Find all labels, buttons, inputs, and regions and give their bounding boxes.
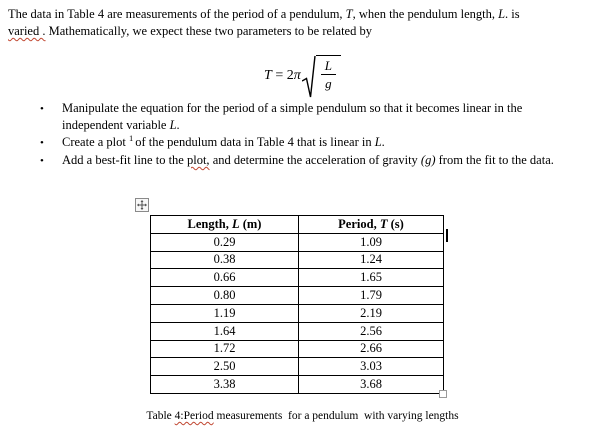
table-row [151,304,444,322]
fraction-denominator: g [325,76,332,91]
bullet-text [62,134,385,152]
variable-T: T [345,7,353,21]
equation-pi: π [293,68,301,83]
square-root [302,54,341,100]
bullet-item-1 [40,100,554,134]
table-header-cell-length: Length, L (m) [151,216,299,234]
bullet1-text: independent variable [62,118,170,132]
caption-text: Table [146,410,175,422]
table-cell-period: 1.24 [299,251,444,269]
table-cell-period: 1.79 [299,287,444,305]
table-cell-length: 1.19 [151,304,299,322]
bullet-marker: • [40,155,44,167]
table-row [151,233,444,251]
table-cell-length: 2.50 [151,358,299,376]
table-cell-period: 2.19 [299,304,444,322]
bullet-text [62,100,522,134]
table-row [151,358,444,376]
text-cursor [446,229,448,242]
caption-text: measurements for a pendulum with varying lengths [213,410,459,422]
misspelled-word: varied . [8,24,46,38]
intro-line-1 [8,6,520,23]
table-cell-length: 0.80 [151,287,299,305]
table-cell-period: 1.65 [299,269,444,287]
table-header-row [151,216,444,234]
variable-L: L [231,216,240,231]
variable-L: L [374,135,382,149]
footnote-marker: 1 [129,132,134,143]
pendulum-data-table [150,215,444,394]
intro-line-2 [8,23,520,40]
table-resize-handle[interactable] [439,390,447,398]
table-caption [0,410,605,422]
variable-g: (g) [420,153,436,167]
table-cell-length: 0.38 [151,251,299,269]
bullet-marker: • [40,137,44,149]
table-row [151,340,444,358]
radical-sign-icon [302,54,316,100]
table-header-cell-period: Period, T (s) [299,216,444,234]
table-cell-period: 2.56 [299,322,444,340]
bullet1-line2 [62,118,180,132]
bullet-item-2 [40,134,554,152]
table-cell-length: 0.29 [151,233,299,251]
variable-T: T [379,216,388,231]
bullet3-text: from the fit to the data. [435,153,554,167]
table-row [151,269,444,287]
table-cell-length: 1.72 [151,340,299,358]
bullet-text [62,152,554,170]
misspelled-word: plot, [186,153,210,167]
table-row [151,322,444,340]
intro-text: The data in Table 4 are measurements of the period of a pendulum, [8,7,346,21]
equation-lhs [264,68,301,84]
pendulum-equation [0,54,605,100]
table-cell-period: 3.68 [299,376,444,394]
equation-variable-T: T [264,68,272,83]
table-row [151,287,444,305]
variable-L: L [169,118,177,132]
fraction [316,55,341,91]
table-cell-period: 3.03 [299,358,444,376]
table-row [151,251,444,269]
misspelled-word: 4:Period [174,410,214,422]
table-cell-length: 0.66 [151,269,299,287]
bullet-marker: • [40,103,44,115]
bullet3-text: Add a best-fit line to the [62,153,187,167]
variable-L: L [498,7,506,21]
intro-text: Mathematically, we expect these two parameters to be related by [45,24,372,38]
intro-paragraph [8,6,520,40]
intro-text: , when the pendulum length, [352,7,499,21]
table-cell-length: 3.38 [151,376,299,394]
table-cell-period: 2.66 [299,340,444,358]
table-cell-period: 1.09 [299,233,444,251]
bullet-item-3 [40,152,554,170]
equation-equals: = 2 [271,68,294,83]
bullet1-line1: Manipulate the equation for the period of a simple pendulum so that it becomes linear in the [62,101,523,115]
move-icon [137,200,147,210]
fraction-numerator: L [321,58,336,75]
bullet2-text: of the pendulum data in Table 4 that is linear in [135,135,375,149]
table-move-handle[interactable] [135,198,149,212]
bullet3-text: and determine the acceleration of gravity [209,153,421,167]
bullet1-text: . [176,118,180,132]
bullet2-text: . [381,135,385,149]
bullet-list [40,100,554,170]
bullet2-text: Create a plot [62,135,129,149]
table-row [151,376,444,394]
table-cell-length: 1.64 [151,322,299,340]
intro-text: . is [505,7,520,21]
